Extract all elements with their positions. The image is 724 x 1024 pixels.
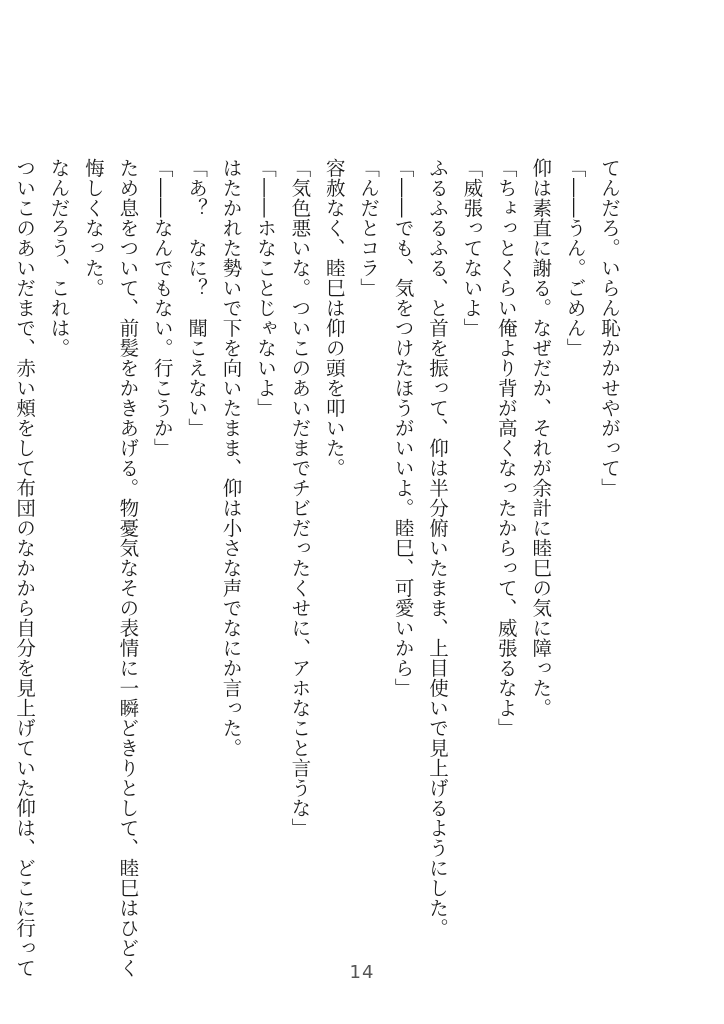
text-line: 「ちょっとくらい俺より背が高くなったからって、威張るなよ」 <box>494 158 518 738</box>
text-line: 容赦なく、睦巳は仰の頭を叩いた。 <box>322 158 346 478</box>
text-line: ふるふるふる、と首を振って、仰は半分俯いたまま、上目使いで見上げるようにした。 <box>425 158 449 938</box>
text-line: 「気色悪いな。ついこのあいだまでチビだったくせに、アホなこと言うな」 <box>288 158 312 838</box>
text-line: てんだろ。いらん恥かかせやがって」 <box>598 158 621 498</box>
text-line: 仰は素直に謝る。なぜだか、それが余計に睦巳の気に障った。 <box>529 158 553 718</box>
text-line: ついこのあいだまで、赤い頰をして布団のなかから自分を見上げていた仰は、どこに行って <box>13 158 37 978</box>
text-line: 「――なんでもない。行こうか」 <box>150 158 174 458</box>
text-line: 「――うん。ごめん」 <box>563 158 587 358</box>
text-line: 「威張ってないよ」 <box>460 158 484 338</box>
text-line: 「――ホなことじゃないよ」 <box>253 158 277 418</box>
text-line: 「んだとコラ」 <box>357 158 381 298</box>
text-line: 「――でも、気をつけたほうがいいよ。睦巳、可愛いから」 <box>391 158 415 698</box>
text-line: 「あ？ なに？ 聞こえない」 <box>185 158 209 438</box>
text-line: はたかれた勢いで下を向いたまま、仰は小さな声でなにか言った。 <box>219 158 243 758</box>
text-line: ため息をついて、前髪をかきあげる。物憂気なその表情に一瞬どきりとして、睦巳はひどく <box>116 158 140 978</box>
text-line: 悔しくなった。 <box>81 158 105 298</box>
page-number: 14 <box>349 962 375 983</box>
text-line: なんだろう、これは。 <box>47 158 71 358</box>
